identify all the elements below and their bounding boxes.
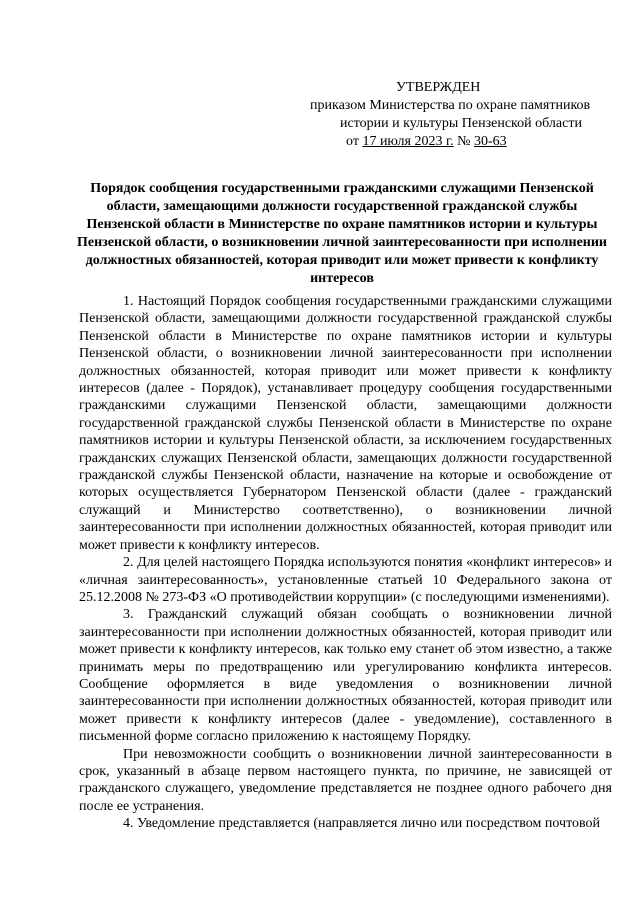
paragraph-1: 1. Настоящий Порядок сообщения государственными гражданскими служащими Пензенской области, замещающими должности государственной гражданской службы Пензенской области в Министерстве по охране памятников истории и культуры Пензенской области, о возникновении личной заинтересованности при исполнении должностных обязанностей, которая приводит или может привести к конфликту интересов (далее - Порядок), устанавливает процедуру сообщения государственными гражданскими служащими Пензенской области, замещающими должности государственной гражданской службы Пензенской области в Министерстве по охране памятников истории и культуры Пензенской области, за исключением государственных гражданских служащих Пензенской области, замещающих должности государственной гражданской службы Пензенской области, назначение на которые и освобождение от которых осуществляется Губернатором Пензенской области (далее - гражданский служащий и Министерство соответственно), о возникновении личной заинтересованности при исполнении должностных обязанностей, которая приводит или может привести к конфликту интересов. [79, 294, 612, 553]
paragraph-2: 2. Для целей настоящего Порядка используются понятия «конфликт интересов» и «личная заинтересованность», установленные статьей 10 Федерального закона от 25.12.2008 № 273-ФЗ «О противодействии коррупции» (с последующими изменениями). [79, 555, 612, 605]
approval-date: 17 июля 2023 г. [362, 134, 454, 149]
approval-title: УТВЕРЖДЕН [396, 80, 481, 95]
approval-number: 30-63 [474, 134, 507, 149]
approval-from-label: от [346, 134, 359, 149]
approval-stamp [300, 79, 610, 151]
approval-order-line: приказом Министерства по охране памятников [310, 98, 591, 113]
approval-ministry-line: истории и культуры Пензенской области [340, 116, 582, 131]
approval-date-line [300, 133, 610, 151]
paragraph-4: 4. Уведомление представляется (направляется лично или посредством почтовой [123, 816, 601, 832]
document-body [79, 293, 612, 833]
approval-number-label: № [457, 134, 471, 149]
paragraph-3-continued: При невозможности сообщить о возникновении личной заинтересованности в срок, указанный в абзаце первом настоящего пункта, по причине, не зависящей от гражданского служащего, уведомление представляется не позднее одного рабочего дня после ее устранения. [79, 746, 612, 814]
document-title: Порядок сообщения государственными гражданскими служащими Пензенской области, замещающими должности государственной гражданской службы Пензенской области в Министерстве по охране памятников истории и культуры Пензенской области, о возникновении личной заинтересованности при исполнении должностных обязанностей, которая приводит или может привести к конфликту интересов [77, 181, 607, 286]
paragraph-3: 3. Гражданский служащий обязан сообщать о возникновении личной заинтересованности при исполнении должностных обязанностей, которая приводит или может привести к конфликту интересов, как только ему станет об этом известно, а также принимать меры по предотвращению или урегулированию конфликта интересов. Сообщение оформляется в виде уведомления о возникновении личной заинтересованности при исполнении должностных обязанностей, которая приводит или может привести к конфликту интересов (далее - уведомление), составленного в письменной форме согласно приложению к настоящему Порядку. [79, 607, 612, 745]
